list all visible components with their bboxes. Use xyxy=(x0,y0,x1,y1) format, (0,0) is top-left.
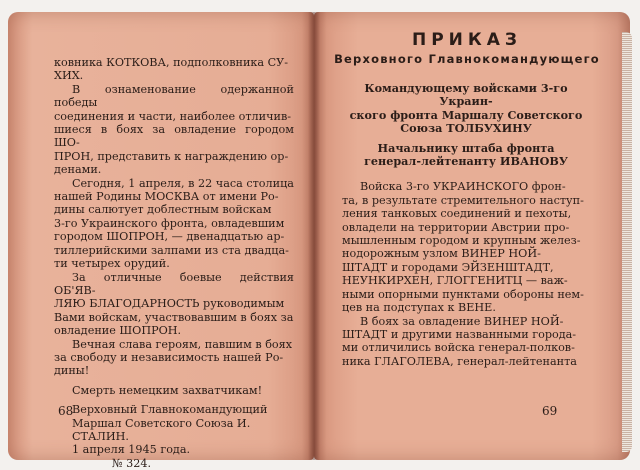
text-line: тиллерийскими залпами из ста двадца- xyxy=(54,243,289,257)
addressee-line: Командующему войсками 3-го Украин- xyxy=(364,81,568,109)
text-line: та, в результате стремительного наступ- xyxy=(342,193,584,207)
open-book xyxy=(8,12,630,470)
book-spine xyxy=(308,12,320,460)
text-line: Смерть немецким захватчикам! xyxy=(72,383,263,397)
text-line: за свободу и независимость нашей Ро- xyxy=(54,350,284,364)
text-line: ЛЯЮ БЛАГОДАРНОСТЬ руководимым xyxy=(54,297,285,311)
order-number: № 324. xyxy=(112,456,152,470)
text-line: денами. xyxy=(54,163,102,177)
text-line: ми отличились войска генерал-полков- xyxy=(342,341,575,355)
left-page-text xyxy=(54,56,294,470)
text-line: мышленным городом и крупным желез- xyxy=(342,234,581,248)
text-line: дины! xyxy=(54,364,90,378)
text-line: ника ГЛАГОЛЕВА, генерал-лейтенанта xyxy=(342,354,577,368)
addressee-line: ского фронта Маршалу Советского xyxy=(349,107,583,122)
right-page xyxy=(314,12,630,460)
text-line: ковника КОТКОВА, подполковника СУ- xyxy=(54,56,289,69)
text-line: нашей Родины МОСКВА от имени Ро- xyxy=(54,190,279,204)
text-line: овладели на территории Австрии про- xyxy=(342,220,570,234)
text-line: ШТАДТ и городами ЭЙЗЕНШТАДТ, xyxy=(342,260,554,274)
text-line: За отличные боевые действия ОБ'ЯВ- xyxy=(54,270,294,297)
text-line: 3-го Украинского фронта, овладевшим xyxy=(54,216,285,230)
text-line: ШТАДТ и другими названными города- xyxy=(342,327,577,341)
text-line: ХИХ. xyxy=(54,69,84,83)
text-line: Вечная слава героям, павшим в боях xyxy=(72,337,293,351)
text-line: ления танковых соединений и пехоты, xyxy=(342,207,572,221)
text-line: В ознаменование одержанной победы xyxy=(54,82,294,110)
text-line: дины салютует доблестным войскам xyxy=(54,203,272,217)
text-line: ПРОН, представить к награждению ор- xyxy=(54,149,289,163)
signature-date: 1 апреля 1945 года. xyxy=(72,443,191,457)
text-line: Войска 3-го УКРАИНСКОГО фрон- xyxy=(360,180,566,194)
text-line: соединения и части, наиболее отличив- xyxy=(54,109,292,123)
page-number-right: 69 xyxy=(542,404,558,418)
text-line: НЕУНКИРХЕН, ГЛОГГЕНИТЦ — важ- xyxy=(342,274,568,288)
text-line: Сегодня, 1 апреля, в 22 часа столица xyxy=(72,176,294,190)
signature-title: Верховный Главнокомандующий xyxy=(72,403,268,417)
text-line: цев на подступах к ВЕНЕ. xyxy=(342,301,496,315)
text-line: нодорожным узлом ВИНЕР НОЙ- xyxy=(342,247,541,261)
text-line: шиеся в боях за овладение городом ШО- xyxy=(54,123,294,150)
text-line: ными опорными пунктами обороны нем- xyxy=(342,287,584,301)
text-line: В боях за овладение ВИНЕР НОЙ- xyxy=(360,314,564,328)
page-number-left: 68 xyxy=(58,404,74,418)
page-edges xyxy=(622,32,632,452)
signature-name: Маршал Советского Союза И. СТАЛИН. xyxy=(72,416,251,443)
addressee-line: генерал-лейтенанту ИВАНОВУ xyxy=(364,154,568,169)
left-page xyxy=(8,12,314,470)
right-page-text xyxy=(342,82,590,368)
addressee-line: Союза ТОЛБУХИНУ xyxy=(400,121,532,136)
text-line: ти четырех орудий. xyxy=(54,257,170,271)
order-subtitle: Верховного Главнокомандующего xyxy=(334,52,600,66)
addressee-line: Начальнику штаба фронта xyxy=(377,140,555,155)
text-line: овладение ШОПРОН. xyxy=(54,324,182,338)
order-title: ПРИКАЗ xyxy=(411,30,523,50)
text-line: городом ШОПРОН, — двенадцатью ар- xyxy=(54,230,285,244)
text-line: Вами войскам, участвовавшим в боях за xyxy=(54,310,294,324)
